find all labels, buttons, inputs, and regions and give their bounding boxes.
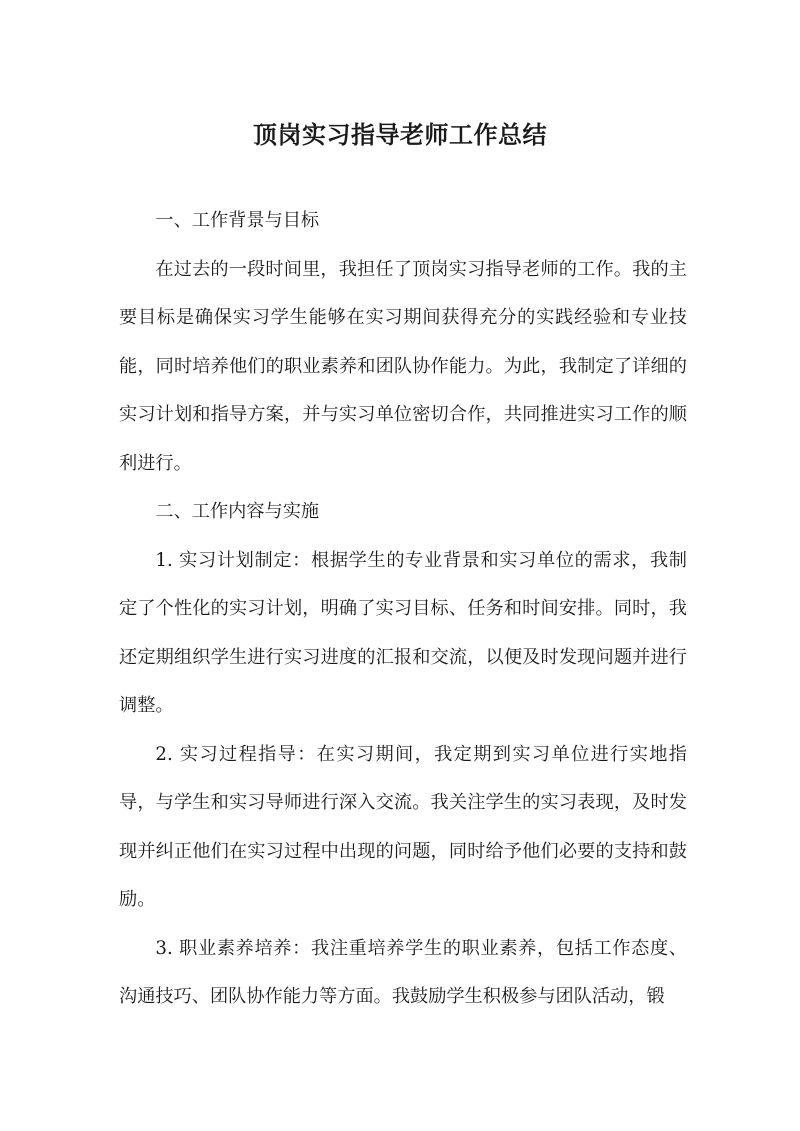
section-heading-background: 一、工作背景与目标 bbox=[155, 210, 320, 231]
paragraph-guidance: 2. 实习过程指导：在实习期间，我定期到实习单位进行实地指导，与学生和实习导师进行深入交流。我关注学生的实习表现，及时发现并纠正他们在实习过程中出现的问题，同时给予他们必要的支持和鼓励。 bbox=[119, 743, 687, 910]
paragraph-plan: 1. 实习计划制定：根据学生的专业背景和实习单位的需求，我制定了个性化的实习计划，明确了实习目标、任务和时间安排。同时，我还定期组织学生进行实习进度的汇报和交流，以便及时发现问题并进行调整。 bbox=[119, 549, 687, 716]
document-title: 顶岗实习指导老师工作总结 bbox=[253, 120, 547, 149]
document-body bbox=[119, 197, 687, 1022]
paragraph-professionalism: 3. 职业素养培养：我注重培养学生的职业素养，包括工作态度、沟通技巧、团队协作能力等方面。我鼓励学生积极参与团队活动，锻 bbox=[119, 937, 687, 1007]
section-heading-content: 二、工作内容与实施 bbox=[155, 501, 320, 522]
paragraph-background: 在过去的一段时间里，我担任了顶岗实习指导老师的工作。我的主要目标是确保实习学生能够在实习期间获得充分的实践经验和专业技能，同时培养他们的职业素养和团队协作能力。为此，我制定了详细的实习计划和指导方案，并与实习单位密切合作，共同推进实习工作的顺利进行。 bbox=[119, 258, 687, 474]
